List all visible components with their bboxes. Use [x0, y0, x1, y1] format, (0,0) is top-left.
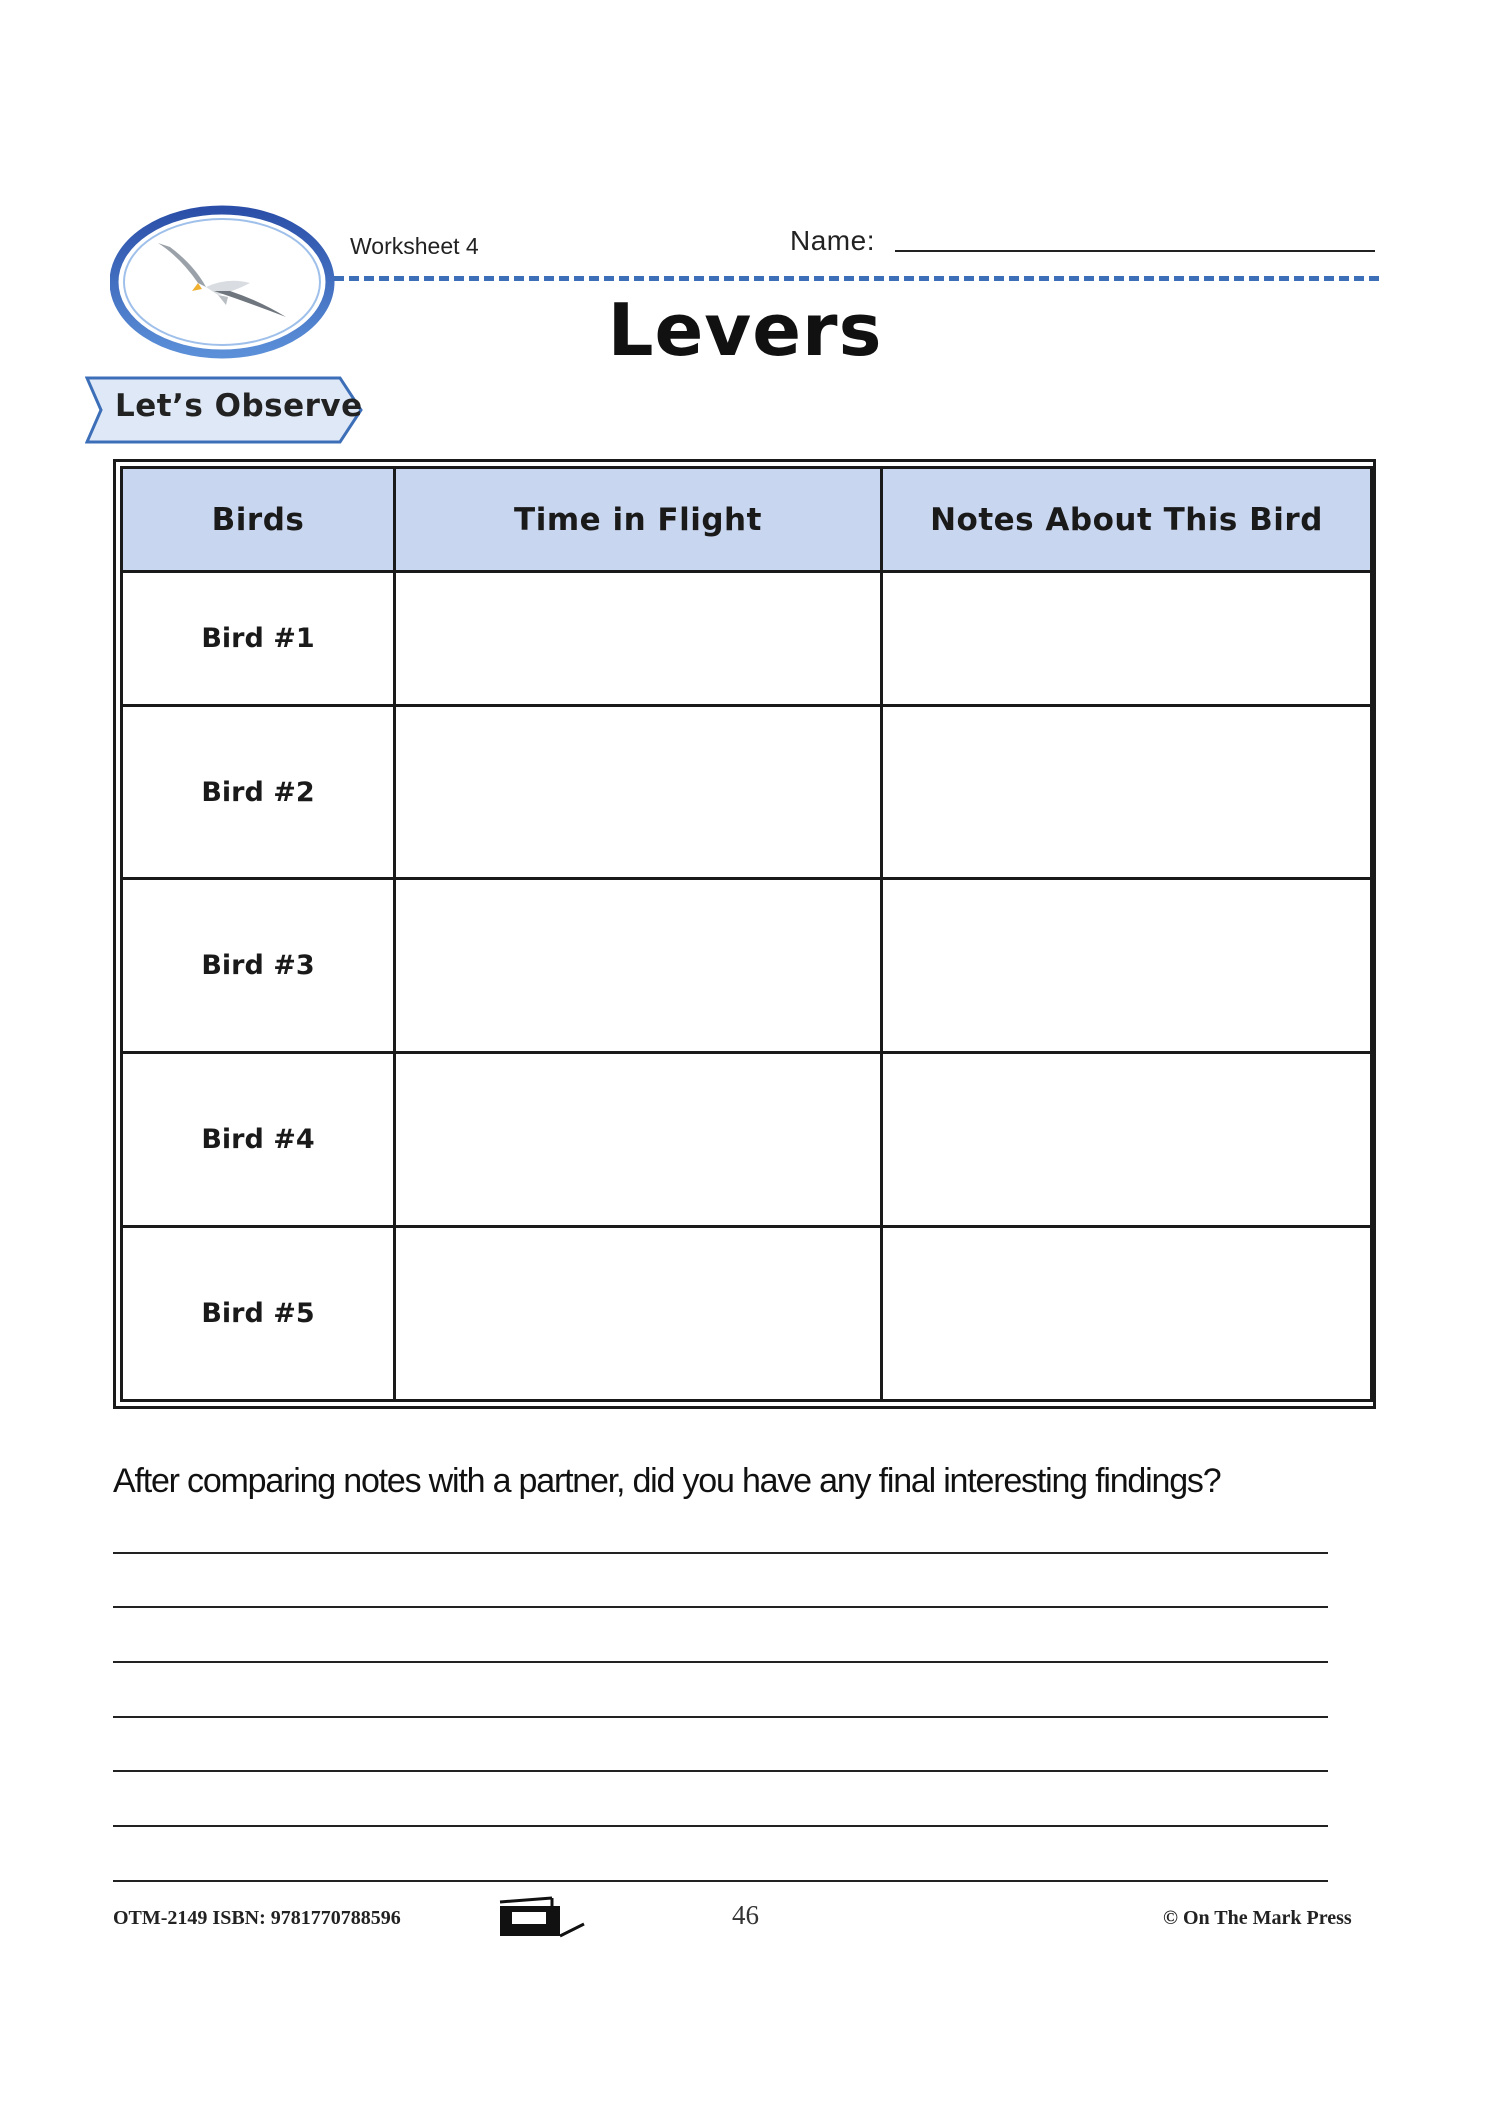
- publisher-logo-icon: [498, 1896, 586, 1940]
- answer-line[interactable]: [113, 1661, 1328, 1663]
- time-in-flight-cell[interactable]: [395, 705, 882, 879]
- footer-isbn: OTM-2149 ISBN: 9781770788596: [113, 1907, 401, 1929]
- table-row: [122, 879, 1372, 1053]
- time-in-flight-cell[interactable]: [395, 879, 882, 1053]
- table-row: [122, 1053, 1372, 1227]
- answer-line[interactable]: [113, 1825, 1328, 1827]
- bird-label: Bird #4: [122, 1053, 395, 1227]
- answer-line[interactable]: [113, 1716, 1328, 1718]
- answer-line[interactable]: [113, 1770, 1328, 1772]
- bird-label: Bird #1: [122, 572, 395, 706]
- copyright: © On The Mark Press: [1163, 1907, 1352, 1929]
- table-row: [122, 705, 1372, 879]
- worksheet-label: Worksheet 4: [350, 233, 479, 259]
- bird-label: Bird #2: [122, 705, 395, 879]
- table-row: [122, 572, 1372, 706]
- bird-label: Bird #5: [122, 1227, 395, 1401]
- name-field-line[interactable]: [895, 250, 1375, 252]
- notes-cell[interactable]: [882, 1053, 1372, 1227]
- notes-cell[interactable]: [882, 1227, 1372, 1401]
- notes-cell[interactable]: [882, 879, 1372, 1053]
- notes-cell[interactable]: [882, 705, 1372, 879]
- time-in-flight-cell[interactable]: [395, 1227, 882, 1401]
- column-header-notes: Notes About This Bird: [882, 468, 1372, 572]
- answer-line[interactable]: [113, 1606, 1328, 1608]
- notes-cell[interactable]: [882, 572, 1372, 706]
- time-in-flight-cell[interactable]: [395, 572, 882, 706]
- page-title: Levers: [607, 288, 883, 372]
- observation-table: [113, 459, 1376, 1409]
- question-text: After comparing notes with a partner, did you have any final interesting findings?: [113, 1462, 1221, 1500]
- section-tab-label: Let’s Observe: [115, 388, 363, 424]
- time-in-flight-cell[interactable]: [395, 1053, 882, 1227]
- answer-line[interactable]: [113, 1880, 1328, 1882]
- answer-line[interactable]: [113, 1552, 1328, 1554]
- column-header-birds: Birds: [122, 468, 395, 572]
- header-divider: [334, 276, 1379, 281]
- page-number: 46: [732, 1900, 759, 1930]
- column-header-time-in-flight: Time in Flight: [395, 468, 882, 572]
- bird-logo-icon: [110, 205, 335, 360]
- bird-label: Bird #3: [122, 879, 395, 1053]
- name-label: Name:: [790, 225, 875, 256]
- table-row: [122, 1227, 1372, 1401]
